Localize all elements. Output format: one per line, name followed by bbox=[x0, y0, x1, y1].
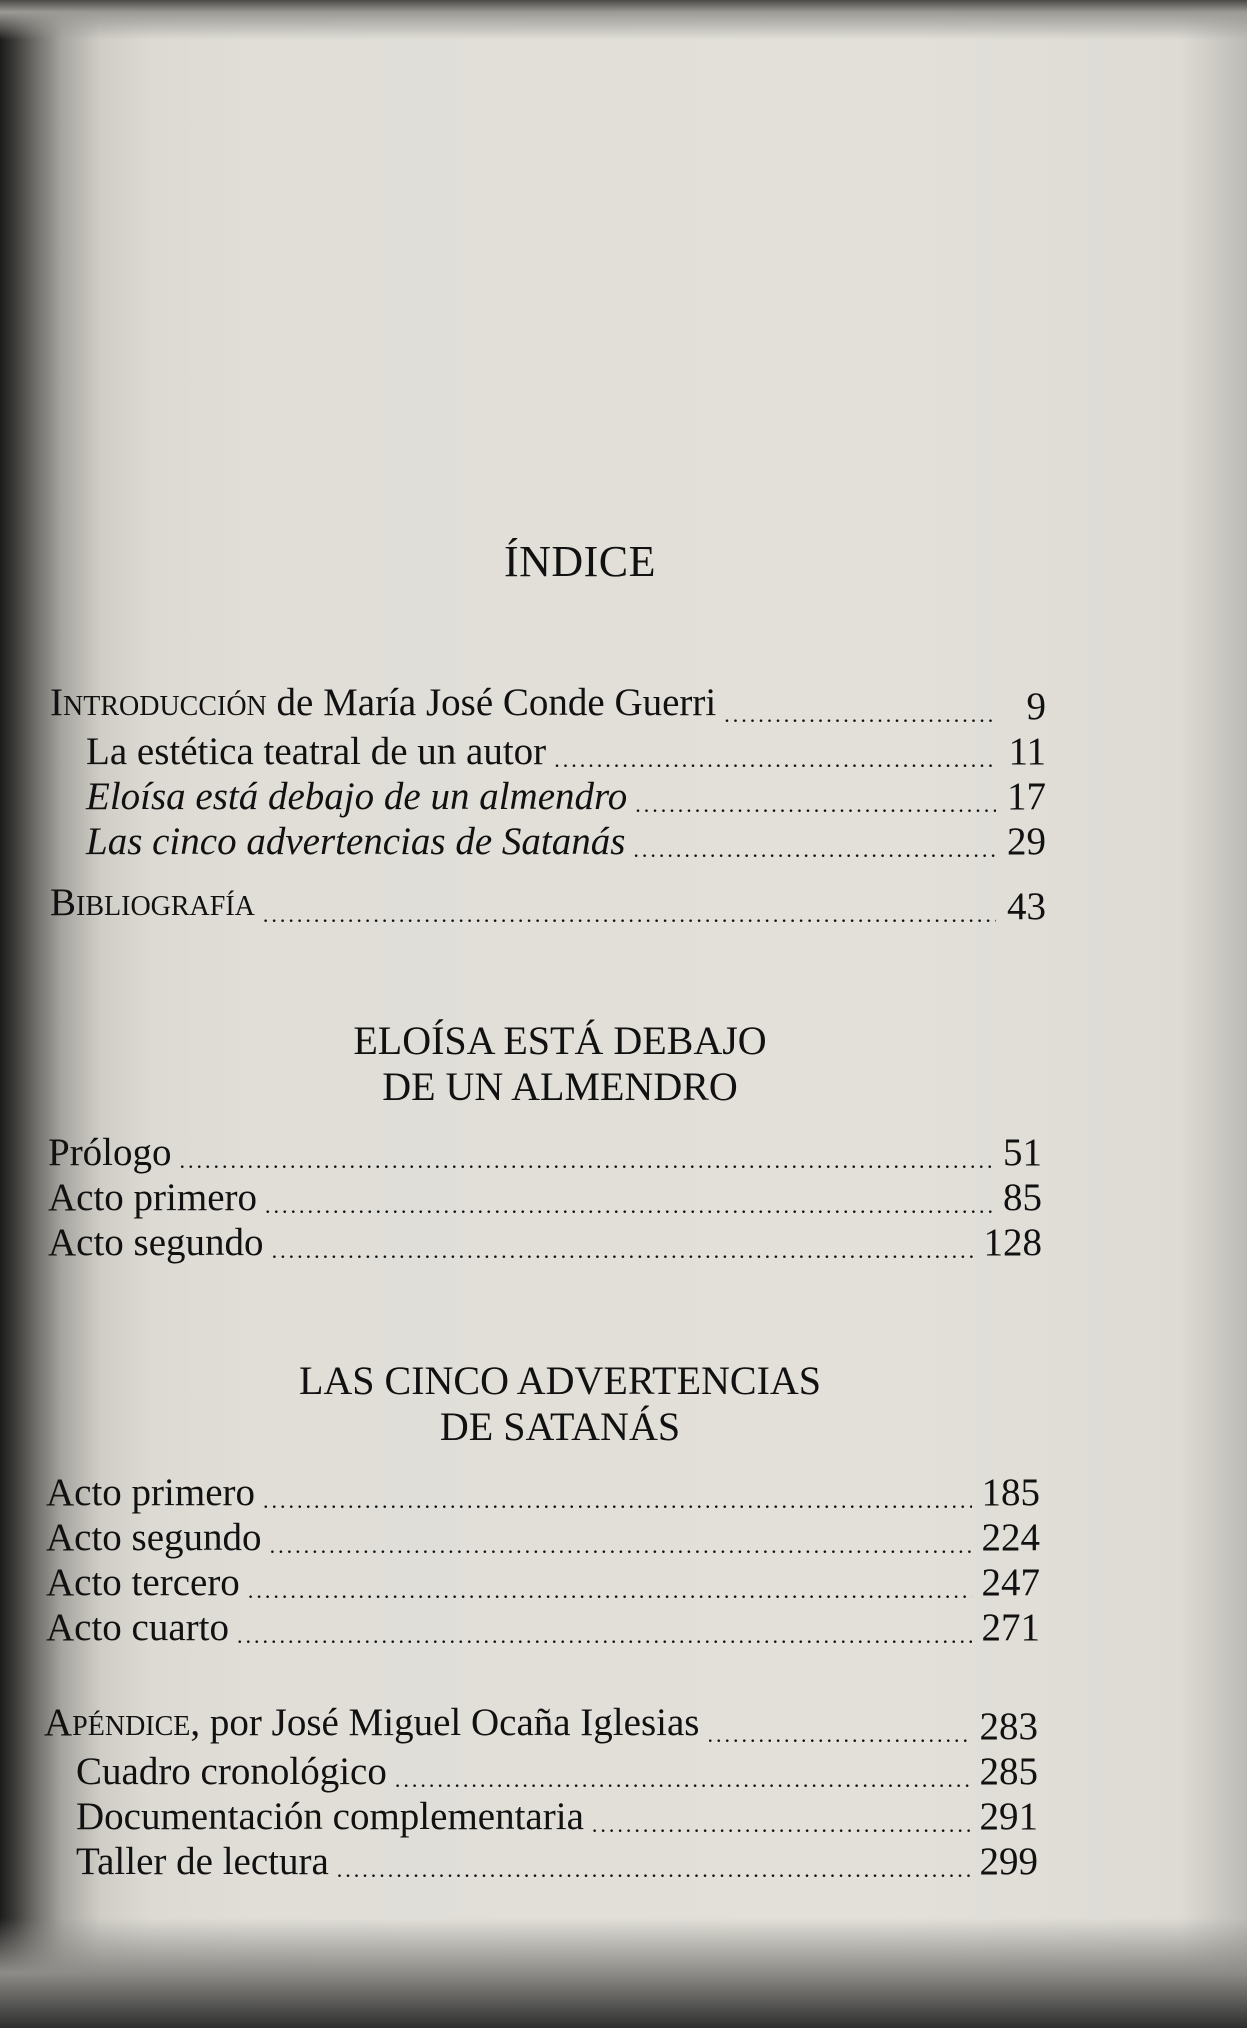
toc-entry bbox=[46, 1470, 1040, 1516]
toc-entry-label: Documentación complementaria bbox=[76, 1795, 584, 1838]
toc-entry bbox=[76, 1794, 1038, 1840]
index-title: ÍNDICE bbox=[503, 537, 657, 586]
section-heading-line: DE UN ALMENDRO bbox=[382, 1064, 738, 1109]
dot-leader bbox=[724, 700, 996, 730]
toc-entry bbox=[76, 1749, 1038, 1795]
toc-page-number: 291 bbox=[979, 1795, 1038, 1838]
dot-leader bbox=[270, 1531, 972, 1561]
toc-entry-bibliografia bbox=[50, 881, 1046, 930]
toc-entry-label: Acto primero bbox=[48, 1176, 258, 1219]
section-heading-eloisa bbox=[200, 1018, 920, 1110]
toc-entry bbox=[76, 1839, 1038, 1885]
toc-entry-label: Acto segundo bbox=[46, 1516, 262, 1559]
dot-leader bbox=[265, 1191, 992, 1221]
dot-leader bbox=[272, 1236, 974, 1266]
toc-entry-label: Acto cuarto bbox=[46, 1606, 230, 1649]
toc-page-number: 85 bbox=[1003, 1176, 1042, 1219]
toc-entry-label: Prólogo bbox=[48, 1131, 172, 1174]
dot-leader bbox=[248, 1576, 972, 1606]
section-heading-cinco-advertencias bbox=[200, 1358, 920, 1450]
toc-entry-introduccion bbox=[50, 681, 1046, 730]
dot-leader bbox=[337, 1855, 970, 1885]
toc-entry-apendice bbox=[44, 1701, 1038, 1750]
toc-entry-label: BIBLIOGRAFÍA bbox=[50, 881, 255, 924]
toc-page-number: 185 bbox=[981, 1471, 1040, 1514]
dot-leader bbox=[635, 790, 996, 820]
toc-page-number: 17 bbox=[1007, 775, 1046, 818]
dot-leader bbox=[395, 1765, 970, 1795]
dot-leader bbox=[554, 745, 996, 775]
toc-entry bbox=[86, 729, 1046, 775]
toc-entry bbox=[48, 1220, 1042, 1266]
toc-page-number: 283 bbox=[979, 1705, 1038, 1748]
toc-entry-label: Las cinco advertencias de Satanás bbox=[86, 820, 626, 863]
toc-page-number: 285 bbox=[979, 1750, 1038, 1793]
toc-page-number: 9 bbox=[1026, 685, 1046, 728]
section-heading-line: DE SATANÁS bbox=[439, 1404, 681, 1449]
section-heading-line: ELOÍSA ESTÁ DEBAJO bbox=[353, 1018, 767, 1063]
toc-entry-label: Acto primero bbox=[46, 1471, 256, 1514]
toc-page-number: 43 bbox=[1007, 885, 1046, 928]
toc-page-number: 128 bbox=[983, 1221, 1042, 1264]
toc-entry-label: Cuadro cronológico bbox=[76, 1750, 387, 1793]
section-heading-line: LAS CINCO ADVERTENCIAS bbox=[298, 1358, 822, 1403]
toc-entry-label: Eloísa está debajo de un almendro bbox=[86, 775, 628, 818]
toc-page-number: 224 bbox=[981, 1516, 1040, 1559]
dot-leader bbox=[237, 1621, 971, 1651]
toc-entry bbox=[46, 1560, 1040, 1606]
toc-entry bbox=[46, 1605, 1040, 1651]
toc-entry bbox=[48, 1130, 1042, 1176]
toc-entry bbox=[46, 1515, 1040, 1561]
toc-entry-label: Acto tercero bbox=[46, 1561, 240, 1604]
toc-page-number: 51 bbox=[1003, 1131, 1042, 1174]
dot-leader bbox=[180, 1146, 992, 1176]
dot-leader bbox=[263, 1486, 971, 1516]
toc-entry-label: Acto segundo bbox=[48, 1221, 264, 1264]
toc-entry-label: APÉNDICE, por José Miguel Ocaña Iglesias bbox=[44, 1701, 700, 1744]
dot-leader bbox=[592, 1810, 970, 1840]
toc-page-number: 11 bbox=[1008, 730, 1046, 773]
toc-page-number: 29 bbox=[1007, 820, 1046, 863]
toc-entry bbox=[48, 1175, 1042, 1221]
dot-leader bbox=[707, 1720, 969, 1750]
toc-page-number: 299 bbox=[979, 1840, 1038, 1883]
toc-page-number: 247 bbox=[981, 1561, 1040, 1604]
dot-leader bbox=[263, 900, 996, 930]
toc-entry-label: INTRODUCCIÓN de María José Conde Guerri bbox=[50, 681, 717, 724]
toc-entry-label: La estética teatral de un autor bbox=[86, 730, 547, 773]
toc-entry bbox=[86, 819, 1046, 865]
toc-entry-label: Taller de lectura bbox=[76, 1840, 329, 1883]
toc-entry bbox=[86, 774, 1046, 820]
dot-leader bbox=[633, 835, 996, 865]
toc-page-number: 271 bbox=[981, 1606, 1040, 1649]
